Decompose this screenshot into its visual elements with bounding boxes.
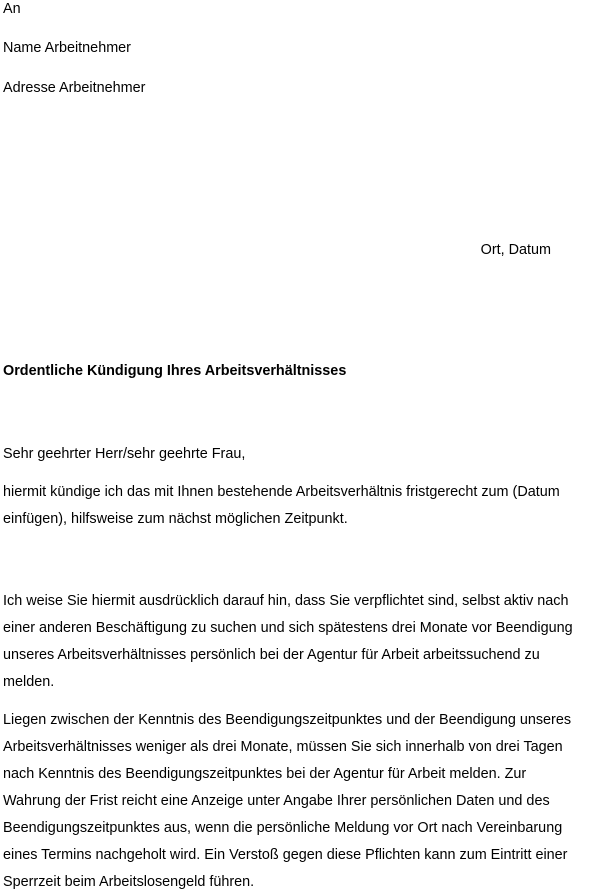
paragraph-line: unseres Arbeitsverhältnisses persönlich bei der Agentur für Arbeit arbeitssuchend zu xyxy=(3,647,540,663)
paragraph-line: nach Kenntnis des Beendigungszeitpunktes bei der Agentur für Arbeit melden. Zur xyxy=(3,766,527,782)
paragraph-line: melden. xyxy=(3,674,55,690)
paragraph-2 xyxy=(3,588,597,696)
paragraph-line: Liegen zwischen der Kenntnis des Beendigungszeitpunktes und der Beendigung unseres xyxy=(3,712,572,728)
recipient-name: Name Arbeitnehmer xyxy=(3,40,131,56)
paragraph-line: einfügen), hilfsweise zum nächst möglichen Zeitpunkt. xyxy=(3,511,348,527)
recipient-to: An xyxy=(3,1,21,17)
paragraph-line: eines Termins nachgeholt wird. Ein Verstoß gegen diese Pflichten kann zum Eintritt einer xyxy=(3,847,568,863)
paragraph-line: Ich weise Sie hiermit ausdrücklich darauf hin, dass Sie verpflichtet sind, selbst aktiv nach xyxy=(3,593,569,609)
paragraph-line: Sperrzeit beim Arbeitslosengeld führen. xyxy=(3,874,255,890)
paragraph-line: Beendigungszeitpunktes aus, wenn die persönliche Meldung vor Ort nach Vereinbarung xyxy=(3,820,563,836)
place-date: Ort, Datum xyxy=(480,242,551,258)
paragraph-line: hiermit kündige ich das mit Ihnen bestehende Arbeitsverhältnis fristgerecht zum (Datum xyxy=(3,484,560,500)
paragraph-3 xyxy=(3,707,597,896)
paragraph-line: Wahrung der Frist reicht eine Anzeige unter Angabe Ihrer persönlichen Daten und des xyxy=(3,793,550,809)
salutation: Sehr geehrter Herr/sehr geehrte Frau, xyxy=(3,446,246,462)
letter-subject: Ordentliche Kündigung Ihres Arbeitsverhältnisses xyxy=(3,363,347,379)
paragraph-line: einer anderen Beschäftigung zu suchen und sich spätestens drei Monate vor Beendigung xyxy=(3,620,573,636)
paragraph-line: Arbeitsverhältnisses weniger als drei Monate, müssen Sie sich innerhalb von drei Tagen xyxy=(3,739,563,755)
recipient-address: Adresse Arbeitnehmer xyxy=(3,80,146,96)
paragraph-1 xyxy=(3,479,597,533)
